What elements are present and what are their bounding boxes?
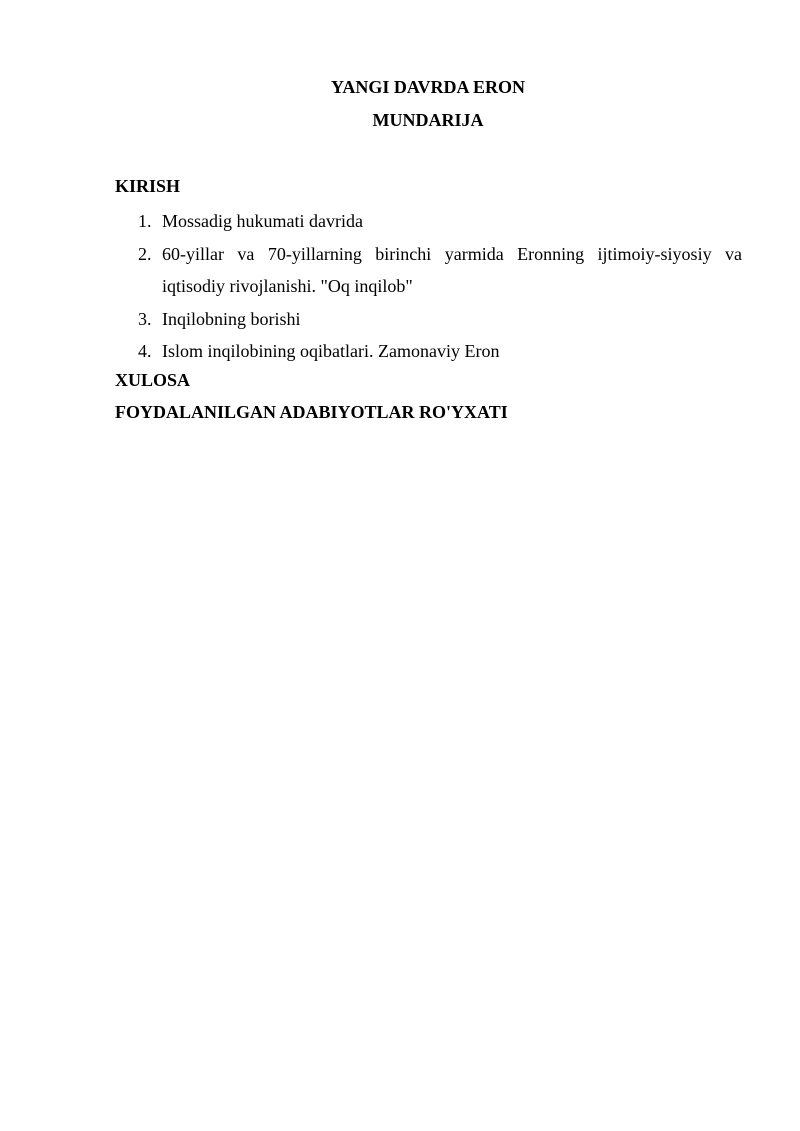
toc-item-number: 3. — [138, 308, 152, 329]
table-of-contents-title: MUNDARIJA — [372, 110, 484, 130]
toc-item-4 — [115, 335, 742, 368]
toc-item-number: 1. — [138, 211, 152, 231]
toc-item-text: 60-yillar va 70-yillarning birinchi yarmida Eronning ijtimoiy-siyosiy va iqtisodiy rivojlanishi. "Oq inqilob" — [162, 243, 742, 296]
toc-list — [115, 205, 742, 368]
toc-item-number: 4. — [138, 341, 152, 361]
conclusion-heading: XULOSA — [115, 370, 191, 390]
toc-item-3 — [115, 303, 742, 336]
toc-item-2 — [115, 238, 742, 303]
toc-item-number: 2. — [138, 243, 152, 264]
document-title: YANGI DAVRDA ERON — [330, 77, 526, 97]
intro-heading: KIRISH — [115, 176, 181, 196]
references-heading: FOYDALANILGAN ADABIYOTLAR RO'YXATI — [115, 402, 508, 422]
toc-item-text: Mossadig hukumati davrida — [162, 211, 363, 231]
toc-item-1 — [115, 205, 742, 238]
toc-item-text: Islom inqilobining oqibatlari. Zamonaviy Eron — [162, 341, 500, 361]
toc-item-text: Inqilobning borishi — [162, 308, 301, 329]
